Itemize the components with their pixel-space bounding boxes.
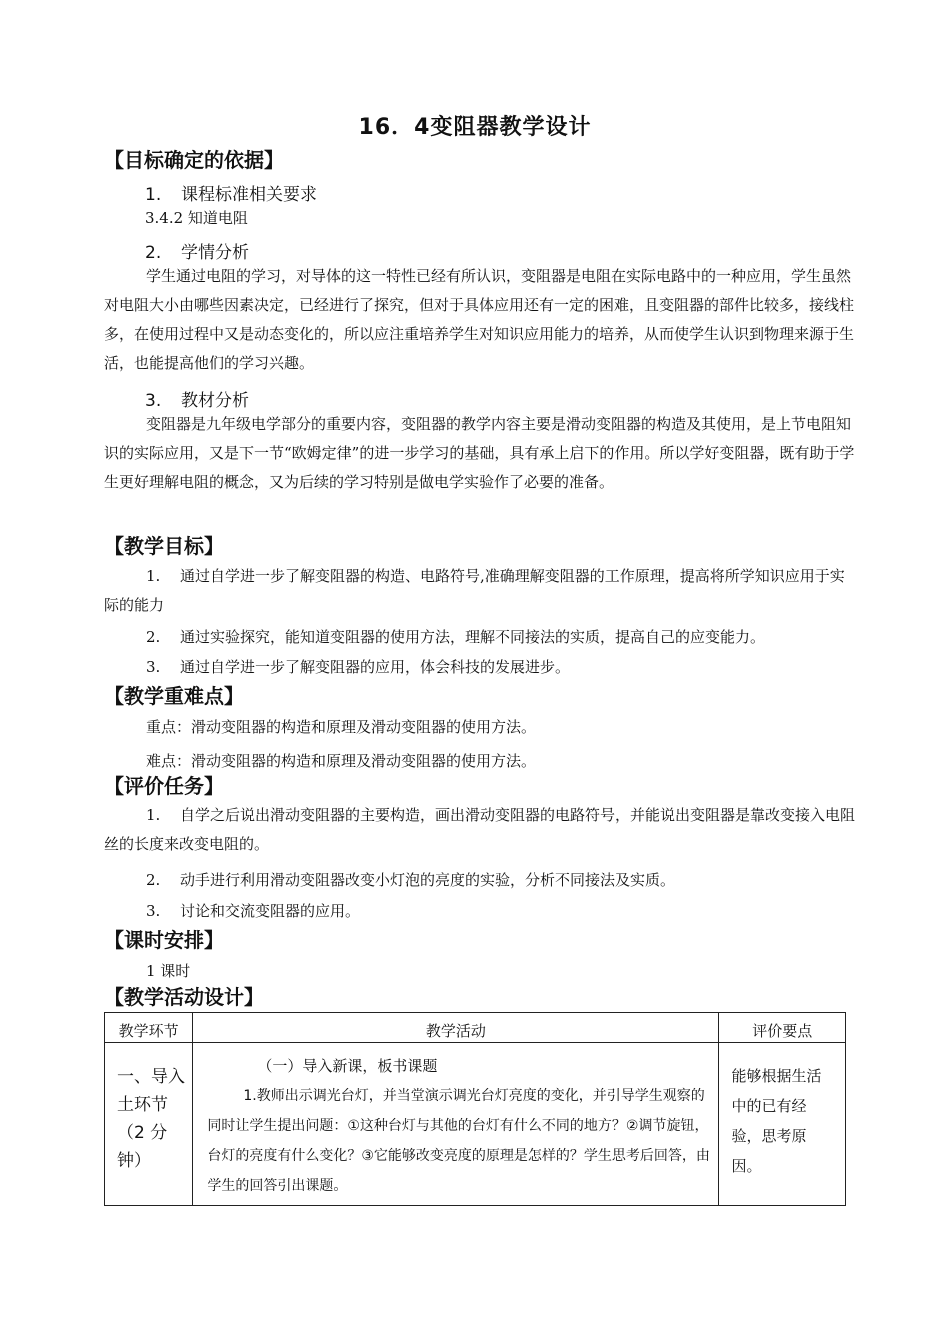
goal-text: 通过自学进一步了解变阻器的构造、电路符号,准确理解变阻器的工作原理，提高将所学知识应用于实际的能力 bbox=[104, 567, 845, 614]
subheading-label: 学情分析 bbox=[181, 243, 249, 263]
activity-subheading: （一）导入新课，板书课题 bbox=[257, 1057, 438, 1075]
evaluation-number: 1. bbox=[146, 806, 161, 824]
subheading-label: 教材分析 bbox=[181, 391, 249, 411]
subheading-number: 1. bbox=[145, 185, 162, 205]
goal-item bbox=[104, 562, 856, 620]
table-header-row bbox=[105, 1013, 846, 1043]
goal-item bbox=[146, 656, 570, 677]
subheading-material bbox=[145, 386, 249, 411]
goal-number: 2. bbox=[146, 628, 161, 646]
subheading-learner bbox=[145, 238, 249, 263]
document-title: 16．4变阻器教学设计 bbox=[358, 115, 592, 140]
goal-text: 通过实验探究，能知道变阻器的使用方法，理解不同接法的实质，提高自己的应变能力。 bbox=[180, 628, 766, 646]
goal-number: 1. bbox=[146, 567, 161, 585]
section-heading-key-points: 【教学重难点】 bbox=[104, 684, 244, 708]
section-heading-activities: 【教学活动设计】 bbox=[104, 985, 264, 1009]
activity-cell bbox=[193, 1043, 719, 1206]
key-point-text: 重点：滑动变阻器的构造和原理及滑动变阻器的使用方法。 bbox=[146, 718, 537, 736]
evaluation-text: 动手进行利用滑动变阻器改变小灯泡的亮度的实验，分析不同接法及实质。 bbox=[180, 871, 676, 889]
curriculum-standard: 3.4.2 知道电阻 bbox=[145, 209, 248, 227]
table-header-evaluation: 评价要点 bbox=[719, 1013, 846, 1043]
subheading-number: 2. bbox=[145, 243, 162, 263]
evaluation-cell: 能够根据生活中的已有经验，思考原因。 bbox=[719, 1043, 846, 1206]
schedule-text: 1 课时 bbox=[146, 962, 191, 980]
table-row bbox=[105, 1043, 846, 1206]
stage-cell: 一、导入土环节（2 分钟） bbox=[105, 1043, 193, 1206]
activity-table bbox=[104, 1012, 846, 1206]
activity-text: 1.教师出示调光台灯，并当堂演示调光台灯亮度的变化，并引导学生观察的同时让学生提出问题：①这种台灯与其他的台灯有什么不同的地方？②调节旋钮，台灯的亮度有什么变化？③它能够改变亮度的原理是怎样的？学生思考后回答，由学生的回答引出课题。 bbox=[207, 1088, 710, 1194]
section-heading-goals: 【教学目标】 bbox=[104, 534, 224, 558]
evaluation-number: 3. bbox=[146, 902, 161, 920]
evaluation-item bbox=[146, 900, 360, 921]
evaluation-text: 讨论和交流变阻器的应用。 bbox=[180, 902, 361, 920]
evaluation-number: 2. bbox=[146, 871, 161, 889]
evaluation-item bbox=[104, 801, 856, 859]
subheading-number: 3. bbox=[145, 391, 162, 411]
table-header-activity: 教学活动 bbox=[193, 1013, 719, 1043]
table-header-stage: 教学环节 bbox=[105, 1013, 193, 1043]
subheading-label: 课程标准相关要求 bbox=[181, 185, 317, 205]
section-heading-basis: 【目标确定的依据】 bbox=[104, 148, 284, 172]
goal-number: 3. bbox=[146, 658, 161, 676]
section-heading-schedule: 【课时安排】 bbox=[104, 928, 224, 952]
evaluation-item bbox=[146, 869, 675, 890]
material-analysis-paragraph: 变阻器是九年级电学部分的重要内容，变阻器的教学内容主要是滑动变阻器的构造及其使用，是上节电阻知识的实际应用，又是下一节“欧姆定律”的进一步学习的基础，具有承上启下的作用。所以学好变阻器，既有助于学生更好理解电阻的概念，又为后续的学习特别是做电学实验作了必要的准备。 bbox=[104, 415, 855, 491]
subheading-curriculum bbox=[145, 180, 317, 205]
goal-item bbox=[146, 626, 765, 647]
goal-text: 通过自学进一步了解变阻器的应用，体会科技的发展进步。 bbox=[180, 658, 571, 676]
section-heading-evaluation: 【评价任务】 bbox=[104, 774, 224, 798]
learner-analysis-paragraph: 学生通过电阻的学习，对导体的这一特性已经有所认识，变阻器是电阻在实际电路中的一种应用，学生虽然对电阻大小由哪些因素决定，已经进行了探究，但对于具体应用还有一定的困难，且变阻器的部件比较多，接线柱多，在使用过程中又是动态变化的，所以应注重培养学生对知识应用能力的培养，从而使学生认识到物理来源于生活，也能提高他们的学习兴趣。 bbox=[104, 267, 855, 372]
difficult-point-text: 难点：滑动变阻器的构造和原理及滑动变阻器的使用方法。 bbox=[146, 752, 537, 770]
evaluation-text: 自学之后说出滑动变阻器的主要构造，画出滑动变阻器的电路符号，并能说出变阻器是靠改变接入电阻丝的长度来改变电阻的。 bbox=[104, 806, 856, 853]
